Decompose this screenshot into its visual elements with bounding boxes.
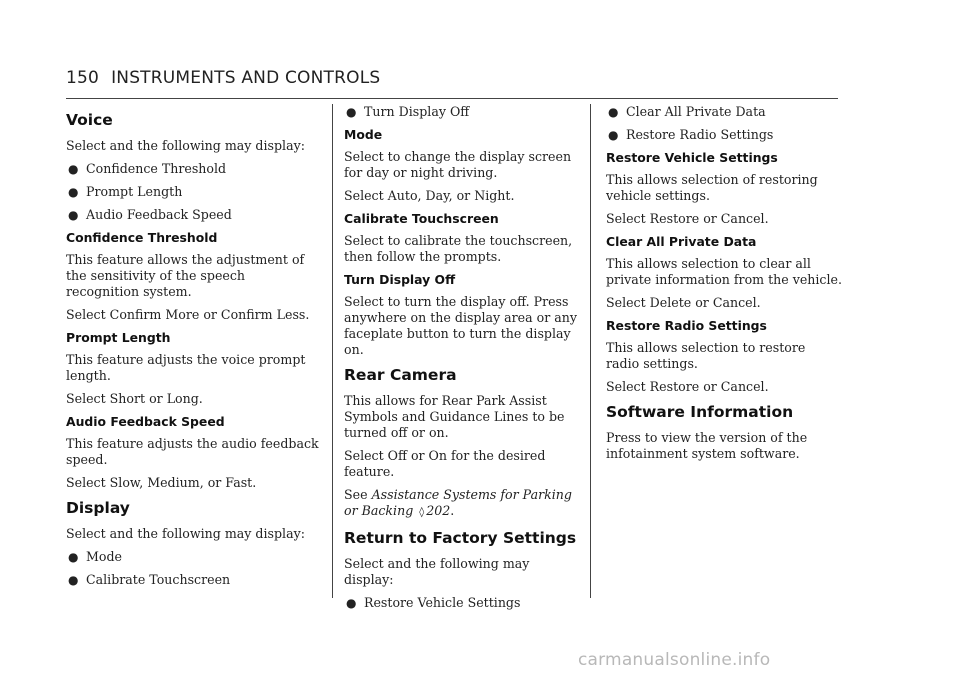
page-number: 150 [66,68,100,88]
heading-restore-radio-settings: Restore Radio Settings [606,318,767,333]
rear-camera-select: Select Off or On for the desired feature. [344,448,546,479]
factory-intro: Select and the following may display: [344,556,530,587]
calibrate-desc: Select to calibrate the touchscreen, then follow the prompts. [344,233,573,264]
rear-camera-see-also: See Assistance Systems for Parking or Backing ◊ 202. [344,487,572,518]
list-item: ● Prompt Length [68,184,183,199]
factory-bullet-list-cont [606,104,842,143]
column-2 [344,104,580,618]
display-bullet-list [66,549,322,588]
column-divider-2 [590,104,591,598]
see-label: See [344,487,368,502]
heading-calibrate-touchscreen: Calibrate Touchscreen [344,211,499,226]
heading-return-to-factory-settings: Return to Factory Settings [344,529,577,547]
list-item: ● Restore Radio Settings [608,127,774,142]
list-item: ● Audio Feedback Speed [68,207,232,222]
heading-rear-camera: Rear Camera [344,366,457,384]
display-intro: Select and the following may display: [66,526,305,541]
clear-private-select: Select Delete or Cancel. [606,295,761,310]
bullet-icon: ● [68,573,79,587]
watermark: carmanualsonline.info [578,650,771,670]
prompt-desc: This feature adjusts the voice prompt length. [66,352,306,383]
display-bullet-list-cont [344,104,580,120]
running-header [66,68,838,88]
column-1 [66,104,322,595]
clear-private-desc: This allows selection to clear all private information from the vehicle. [606,256,842,287]
heading-display: Display [66,499,130,517]
bullet-icon: ● [68,550,79,564]
list-item: ● Confidence Threshold [68,161,227,176]
bullet-icon: ● [68,162,79,176]
column-3 [606,104,842,469]
list-item: ● Clear All Private Data [608,104,766,119]
heading-audio-feedback-speed: Audio Feedback Speed [66,414,225,429]
software-desc: Press to view the version of the infotainment system software. [606,430,808,461]
list-item: ● Turn Display Off [346,104,470,119]
cross-reference-link[interactable]: Assistance Systems for Parking or Backing ◊ 202 [344,487,572,518]
voice-intro: Select and the following may display: [66,138,305,153]
heading-prompt-length: Prompt Length [66,330,171,345]
bullet-icon: ● [608,105,619,119]
bullet-icon: ● [346,105,357,119]
restore-vehicle-desc: This allows selection of restoring vehicle settings. [606,172,818,203]
audio-select: Select Slow, Medium, or Fast. [66,475,257,490]
confidence-select: Select Confirm More or Confirm Less. [66,307,310,322]
voice-bullet-list [66,161,322,223]
list-item: ● Mode [68,549,122,564]
bullet-icon: ● [68,208,79,222]
heading-clear-all-private-data: Clear All Private Data [606,234,757,249]
restore-radio-desc: This allows selection to restore radio settings. [606,340,806,371]
mode-select: Select Auto, Day, or Night. [344,188,515,203]
heading-mode: Mode [344,127,383,142]
confidence-desc: This feature allows the adjustment of the sensitivity of the speech recognition system. [66,252,305,299]
mode-desc: Select to change the display screen for day or night driving. [344,149,572,180]
prompt-select: Select Short or Long. [66,391,203,406]
bullet-icon: ● [608,128,619,142]
bullet-icon: ● [68,185,79,199]
audio-desc: This feature adjusts the audio feedback speed. [66,436,319,467]
header-rule [66,98,838,99]
section-title: INSTRUMENTS AND CONTROLS [111,68,381,88]
rear-camera-desc: This allows for Rear Park Assist Symbols and Guidance Lines to be turned off or on. [344,393,565,440]
heading-voice: Voice [66,111,113,129]
factory-bullet-list [344,595,580,611]
bullet-icon: ● [346,596,357,610]
list-item: ● Calibrate Touchscreen [68,572,231,587]
heading-software-information: Software Information [606,403,794,421]
restore-radio-select: Select Restore or Cancel. [606,379,769,394]
heading-turn-display-off: Turn Display Off [344,272,456,287]
heading-restore-vehicle-settings: Restore Vehicle Settings [606,150,778,165]
turn-off-desc: Select to turn the display off. Press anywhere on the display area or any faceplate button to turn the display on. [344,294,577,357]
running-head-text [66,68,838,88]
restore-vehicle-select: Select Restore or Cancel. [606,211,769,226]
heading-confidence-threshold: Confidence Threshold [66,230,218,245]
list-item: ● Restore Vehicle Settings [346,595,521,610]
page-ref-icon: ◊ [419,507,425,518]
column-divider-1 [332,104,333,598]
